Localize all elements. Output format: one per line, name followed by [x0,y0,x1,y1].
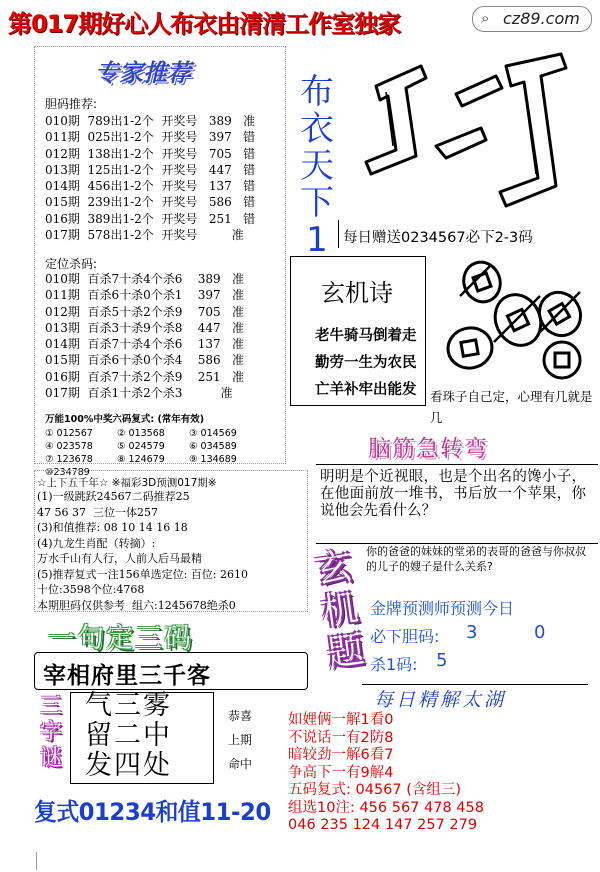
coins-picture [430,256,596,386]
list-item: 五码复式: 04567 (含组三) [288,782,462,798]
poem-line: 亡羊补牢出能发 [315,382,417,398]
brain-question: 明明是个近视眼，也是个出名的馋小子，在他面前放一堆书，书后放一个苹果，你说他会先看什么？ [320,469,586,519]
congrats-line: 恭喜 [228,709,253,723]
must-label: 必下胆码: [370,627,440,646]
combo-item: ② 013568 [117,428,165,439]
list-item: 47 56 37 三位一体257 [37,505,158,519]
list-item: 万水千山有人行，人前人后马最精 [37,552,202,565]
header-bar [0,0,600,40]
list-item: (3)和值推荐: 08 10 14 16 18 [37,521,188,534]
list-item: 016期 百杀7十杀2个杀9 251 准 [45,369,245,384]
combo-item: ③ 014569 [189,428,237,439]
dm-list [45,113,255,243]
sanzi-line: 留二中 [85,720,172,751]
list-item: (1)一级跳跃24567二码推荐25 [37,490,190,503]
poem-title: 玄机诗 [321,279,393,307]
combo-item: ⑥ 034589 [189,441,237,452]
combo-title: 万能100%中奖六码复式: (常年有效) [45,414,205,425]
dw-label: 定位杀码: [45,257,98,271]
budu-char: 1 [306,220,328,260]
budu-char: 衣 [300,109,334,149]
sanzi-char: 谜 [39,746,62,771]
coin-note: 看珠子自己定，心理有几就是几 [430,389,593,425]
combo-item: ⑩234789 [45,467,90,478]
list-item: 017期 578出1-2个 开奖号 准 [45,228,244,243]
combo-item: ④ 023578 [45,441,93,452]
list-item: 011期 百杀6十杀0个杀1 397 准 [45,288,245,303]
poem-line: 勤劳一生为农民 [315,355,417,371]
dw-list [45,271,244,401]
poem-line: 老牛骑马倒着走 [315,328,417,344]
congrats [228,704,252,776]
site-name: cz89.com [503,9,580,28]
list-item: 015期 百杀6十杀0个杀4 586 准 [45,353,245,368]
combo-item: ① 012567 [45,428,93,439]
page-title: 第017期好心人布衣由清清工作室独家 [8,10,401,38]
brain-box [316,464,598,544]
xuanji-question: 你的爸爸的妹妹的堂弟的表哥的爸爸与你叔叔的儿子的嫂子是什么关系? [366,545,586,573]
list-item: 017期 百杀1十杀2个杀3 准 [45,386,233,401]
combo-item: ⑤ 024579 [117,441,165,452]
congrats-line: 命中 [228,757,253,771]
taihu-title: 每日精解太湖 [374,689,507,711]
daily-gift-box [338,220,595,248]
daily-gift: 每日赠送0234567必下2-3码 [343,230,533,246]
budu-char: 天 [300,146,334,186]
gold-title: 金牌预测师预测今日 [370,599,515,618]
sanzi-char: 三 [39,694,62,719]
combo-item: ⑨ 134689 [189,454,237,465]
fushi-line: 复式01234和值11-20 [34,798,271,826]
budu-char: 下 [300,183,334,223]
xuanji-char: 题 [325,629,367,675]
site-badge[interactable] [472,6,592,32]
must-value-1: 3 [466,622,478,643]
puzzle-picture [346,46,596,216]
budu-vertical [294,74,340,259]
poem-box [290,256,426,406]
list-item: 011期 025出1-2个 开奖号 397 错 [45,130,256,145]
expert-panel [34,46,286,478]
lucky-lines [37,489,248,613]
list-item: (4)九龙生肖配（转摘）: [37,536,156,550]
kill-value: 5 [436,650,448,671]
list-item: 013期 125出1-2个 开奖号 447 错 [45,162,256,177]
search-icon: ⌕ [481,9,490,27]
yiju-box [34,652,308,690]
list-item: 不说话一有2防8 [288,729,394,746]
combo-item: ⑦ 123678 [45,454,93,465]
congrats-line: 上期 [228,733,253,747]
list-item: 015期 239出1-2个 开奖号 586 错 [45,195,256,210]
xuanji-vertical [309,546,370,677]
list-item: 010期 789出1-2个 开奖号 389 准 [45,114,256,128]
budu-char: 布 [300,72,334,112]
kill-label: 杀1码: [370,655,418,674]
dm-label: 胆码推荐: [45,97,98,111]
must-value-2: 0 [534,622,546,643]
sanzi-lines [85,691,172,781]
list-item: 013期 百杀3十杀9个杀8 447 准 [45,320,245,335]
sanzi-box [70,692,214,784]
list-item: 暗较劲一解6看7 [288,747,394,763]
combo-item: ⑧ 124679 [117,454,165,465]
lucky-header: ☆上下五千年☆ ※福彩3D预测017期※ [37,477,217,489]
yiju-phrase: 宰相府里三千客 [43,663,211,689]
list-item: 如娌俩一解1看0 [288,712,394,728]
sanzi-char: 字 [39,720,62,745]
sanzi-label [36,694,66,772]
xuanji-char: 玄 [313,546,355,592]
sanzi-line: 气三雾 [85,690,172,721]
poem-lines [315,323,417,404]
list-item: 012期 138出1-2个 开奖号 705 错 [45,146,256,161]
lucky-box [34,470,308,612]
list-item: 014期 百杀7十杀4个杀6 137 准 [45,337,245,352]
brain-title: 脑筋急转弯 [368,436,488,462]
list-item: 本期胆码仅供参考 组六:1245678绝杀0 [37,598,236,612]
sanzi-line: 发四处 [85,750,172,781]
list-item: 010期 百杀7十杀4个杀6 389 准 [45,272,245,286]
list-item: 十位:3598个位:4768 [37,583,145,596]
list-item: 争高下一有9解4 [288,764,394,781]
yiju-title: 一句定三码 [48,623,193,654]
list-item: 012期 百杀5十杀2个杀9 705 准 [45,304,245,319]
list-item: 016期 389出1-2个 开奖号 251 错 [45,211,256,226]
taihu-title-box [362,684,588,711]
list-item: 014期 456出1-2个 开奖号 137 错 [45,179,256,194]
xuanji-char: 机 [319,587,361,634]
expert-heading: 专家推荐 [95,59,191,87]
list-item: (5)推荐复式一注156单选定位: 百位: 2610 [37,567,248,581]
margin-line [36,852,37,870]
list-item: 046 235 124 147 257 279 [288,817,478,833]
taihu-lines [288,712,484,835]
list-item: 组选10注: 456 567 478 458 [288,799,484,816]
